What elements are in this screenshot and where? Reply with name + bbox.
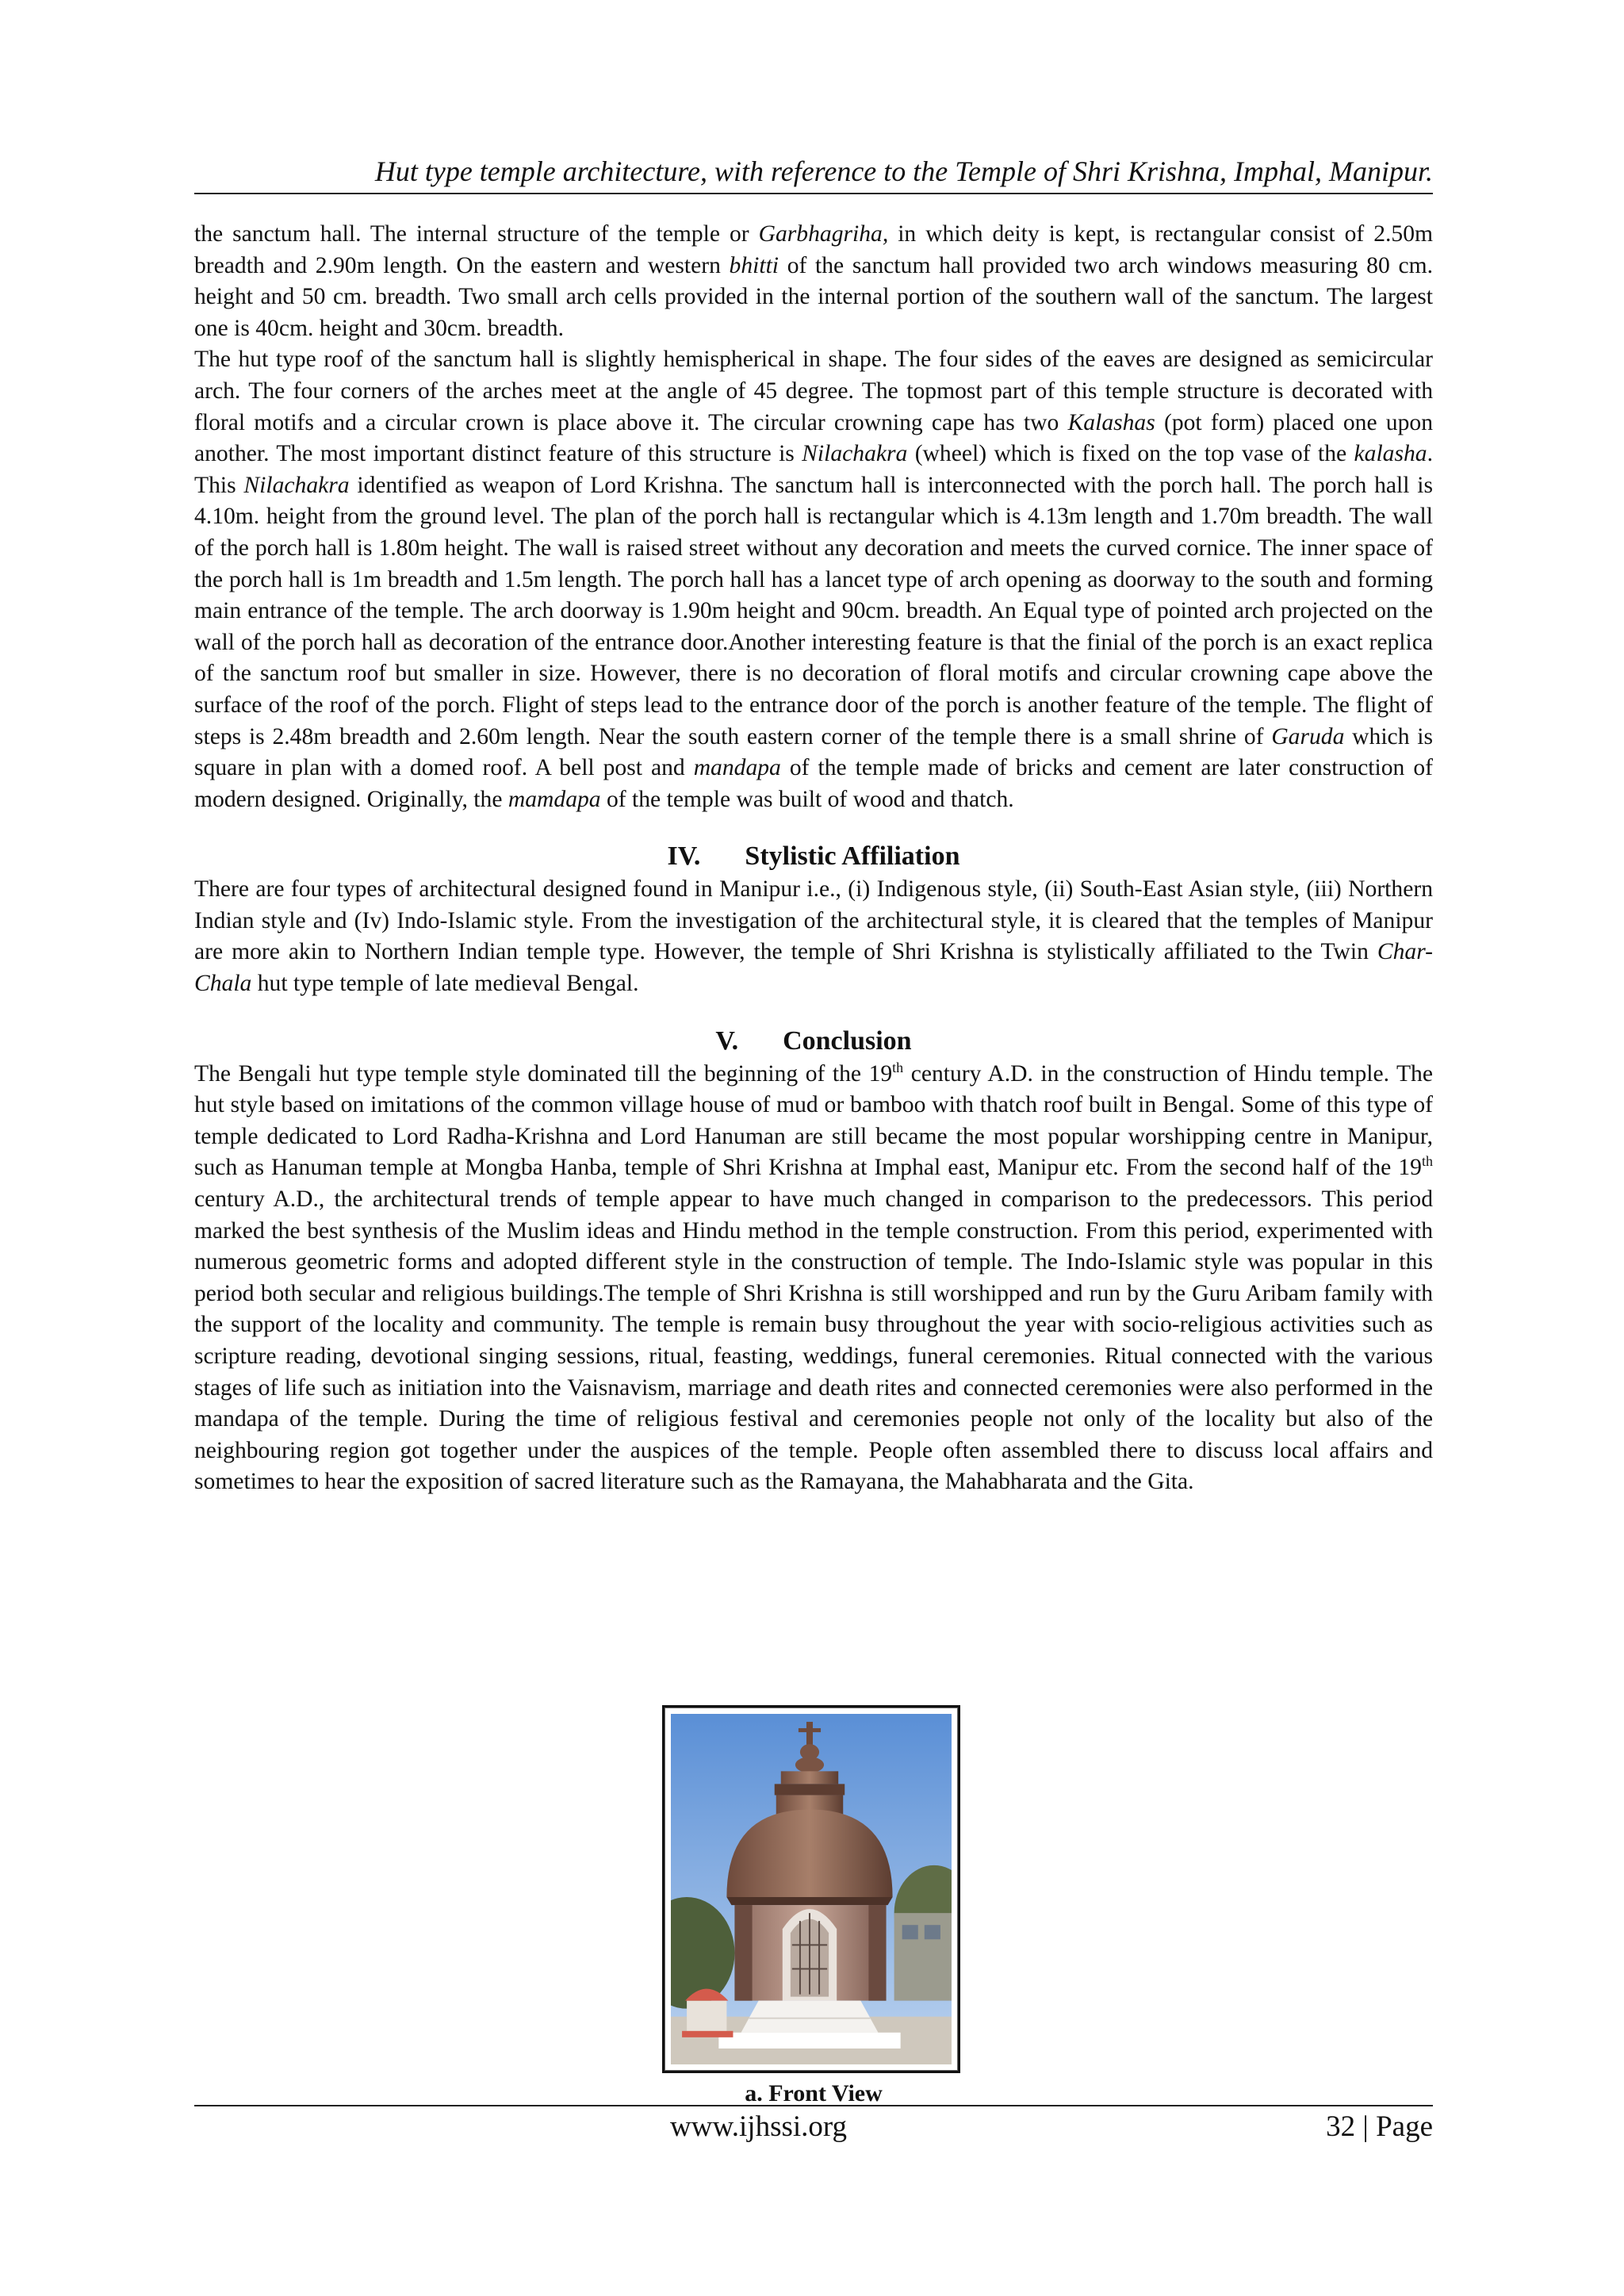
footer-page-number: 32 | Page bbox=[1326, 2110, 1433, 2143]
section-title: Conclusion bbox=[783, 1025, 912, 1056]
figure-front-view bbox=[662, 1705, 965, 2108]
section-number: V. bbox=[715, 1025, 739, 1056]
paper-page bbox=[194, 0, 1433, 2296]
section-number: IV. bbox=[667, 841, 701, 872]
paragraph-conclusion: The Bengali hut type temple style dominated till the beginning of the 19th century A.D. in the construction of Hindu temple. The hut style based on imitations of the common village house of mud or bamboo with thatch roof built in Bengal. Some of this type of temple dedicated to Lord Radha-Krishna and Lord Hanuman are still became the most popular worshipping centre in Manipur, such as Hanuman temple at Mongba Hanba, temple of Shri Krishna at Imphal east, Manipur etc. From the second half of the 19th century A.D., the architectural trends of temple appear to have much changed in comparison to the predecessors. This period marked the best synthesis of the Muslim ideas and Hindu method in the temple construction. From this period, experimented with numerous geometric forms and adopted different style in the construction of temple. The Indo-Islamic style was popular in this period both secular and religious buildings.The temple of Shri Krishna is still worshipped and run by the Guru Aribam family with the support of the locality and community. The temple is remain busy throughout the year with socio-religious activities such as scripture reading, devotional singing sessions, ritual, feasting, weddings, funeral ceremonies. Ritual connected with the various stages of life such as initiation into the Vaisnavism, marriage and death rites and connected ceremonies were also performed in the mandapa of the temple. During the time of religious festival and ceremonies people not only of the locality but also of the neighbouring region got together under the auspices of the temple. People often assembled there to discuss local affairs and sometimes to hear the exposition of sacred literature such as the Ramayana, the Mahabharata and the Gita. bbox=[194, 1059, 1433, 1495]
section-heading-conclusion bbox=[194, 1024, 1433, 1059]
footer-journal-url: www.ijhssi.org bbox=[670, 2110, 848, 2143]
footer-rule bbox=[194, 2105, 1433, 2106]
section-title: Stylistic Affiliation bbox=[745, 841, 960, 872]
header-rule bbox=[194, 193, 1433, 194]
paragraph-stylistic: There are four types of architectural designed found in Manipur i.e., (i) Indigenous style, (ii) South-East Asian style, (iii) Northern Indian style and (Iv) Indo-Islamic style. From the investigation of the architectural style, it is cleared that the temples of Manipur are more akin to Northern Indian temple type. However, the temple of Shri Krishna is stylistically affiliated to the Twin Char-Chala hut type temple of late medieval Bengal. bbox=[194, 876, 1433, 997]
temple-photo bbox=[662, 1705, 960, 2073]
article-body bbox=[194, 219, 1433, 1498]
paragraph-roof: The hut type roof of the sanctum hall is slightly hemispherical in shape. The four sides of the eaves are designed as semicircular arch. The four corners of the arches meet at the angle of 45 degree. The topmost part of this temple structure is decorated with floral motifs and a circular crown is place above it. The circular crowning cape has two Kalashas (pot form) placed one upon another. The most important distinct feature of this structure is Nilachakra (wheel) which is fixed on the top vase of the kalasha. This Nilachakra identified as weapon of Lord Krishna. The sanctum hall is interconnected with the porch hall. The porch hall is 4.10m. height from the ground level. The plan of the porch hall is rectangular which is 4.13m length and 1.70m breadth. The wall of the porch hall is 1.80m height. The wall is raised street without any decoration and meets the curved cornice. The inner space of the porch hall is 1m breadth and 1.5m length. The porch hall has a lancet type of arch opening as doorway to the south and forming main entrance of the temple. The arch doorway is 1.90m height and 90cm. breadth. An Equal type of pointed arch projected on the wall of the porch hall as decoration of the entrance door.Another interesting feature is that the finial of the porch is an exact replica of the sanctum roof but smaller in size. However, there is no decoration of floral motifs and circular crowning cape above the surface of the roof of the porch. Flight of steps lead to the entrance door of the porch is another feature of the temple. The flight of steps is 2.48m breadth and 2.60m length. Near the south eastern corner of the temple there is a small shrine of Garuda which is square in plan with a domed roof. A bell post and mandapa of the temple made of bricks and cement are later construction of modern designed. Originally, the mamdapa of the temple was built of wood and thatch. bbox=[194, 347, 1434, 812]
paragraph-sanctum: the sanctum hall. The internal structure of the temple or Garbhagriha, in which deity is kept, is rectangular consist of 2.50m breadth and 2.90m length. On the eastern and western bhitti of the sanctum hall provided two arch windows measuring 80 cm. height and 50 cm. breadth. Two small arch cells provided in the internal portion of the southern wall of the sanctum. The largest one is 40cm. height and 30cm. breadth. bbox=[194, 221, 1434, 341]
running-header: Hut type temple architecture, with reference to the Temple of Shri Krishna, Imphal, Manipur. bbox=[374, 155, 1433, 187]
section-heading-stylistic-affiliation bbox=[194, 839, 1433, 874]
figure-caption: a. Front View bbox=[745, 2080, 883, 2106]
temple-front-view-image bbox=[671, 1714, 952, 2064]
